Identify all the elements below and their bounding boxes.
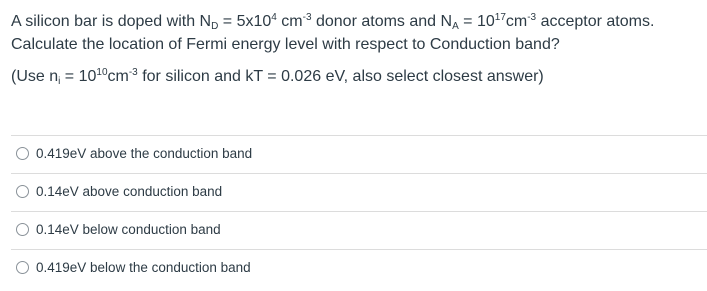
answer-label[interactable]: 0.419eV below the conduction band [36,260,251,275]
superscript: -3 [527,12,537,23]
answer-label[interactable]: 0.419eV above the conduction band [36,146,253,161]
question-text-part: A silicon bar is doped with N [11,13,212,30]
question-line-2: Calculate the location of Fermi energy level with respect to Conduction band? [11,36,560,53]
answer-option-2[interactable] [11,173,707,211]
answer-option-4[interactable] [11,249,707,287]
answer-list [11,135,707,287]
question-line-1 [11,10,701,33]
hint-text-part: cm [107,68,129,85]
superscript: 4 [271,12,277,23]
subscript-a: A [452,21,459,32]
superscript: -3 [128,67,138,78]
question-hint [11,65,701,88]
question-text-part: cm [505,13,528,30]
answer-option-3[interactable] [11,211,707,249]
radio-button[interactable] [16,261,29,274]
question-text-part: acceptor atoms. [536,13,655,30]
subscript-i: i [58,76,61,87]
hint-text-part: for silicon and kT = 0.026 eV, also select closest answer) [137,68,544,85]
subscript-d: D [211,21,219,32]
question-text-part: = 10 [458,13,495,30]
question-text [11,10,701,88]
answer-label[interactable]: 0.14eV above conduction band [36,184,223,199]
radio-button[interactable] [16,223,29,236]
answer-label[interactable]: 0.14eV below conduction band [36,222,221,237]
superscript: 10 [96,67,108,78]
radio-button[interactable] [16,147,29,160]
radio-button[interactable] [16,185,29,198]
answer-option-1[interactable] [11,135,707,173]
question-text-part: cm [276,13,303,30]
hint-text-part: (Use n [11,68,59,85]
superscript: 17 [494,12,506,23]
question-text-part: donor atoms and N [311,13,453,30]
superscript: -3 [302,12,312,23]
question-text-part: = 5x10 [218,13,272,30]
hint-text-part: = 10 [60,68,97,85]
